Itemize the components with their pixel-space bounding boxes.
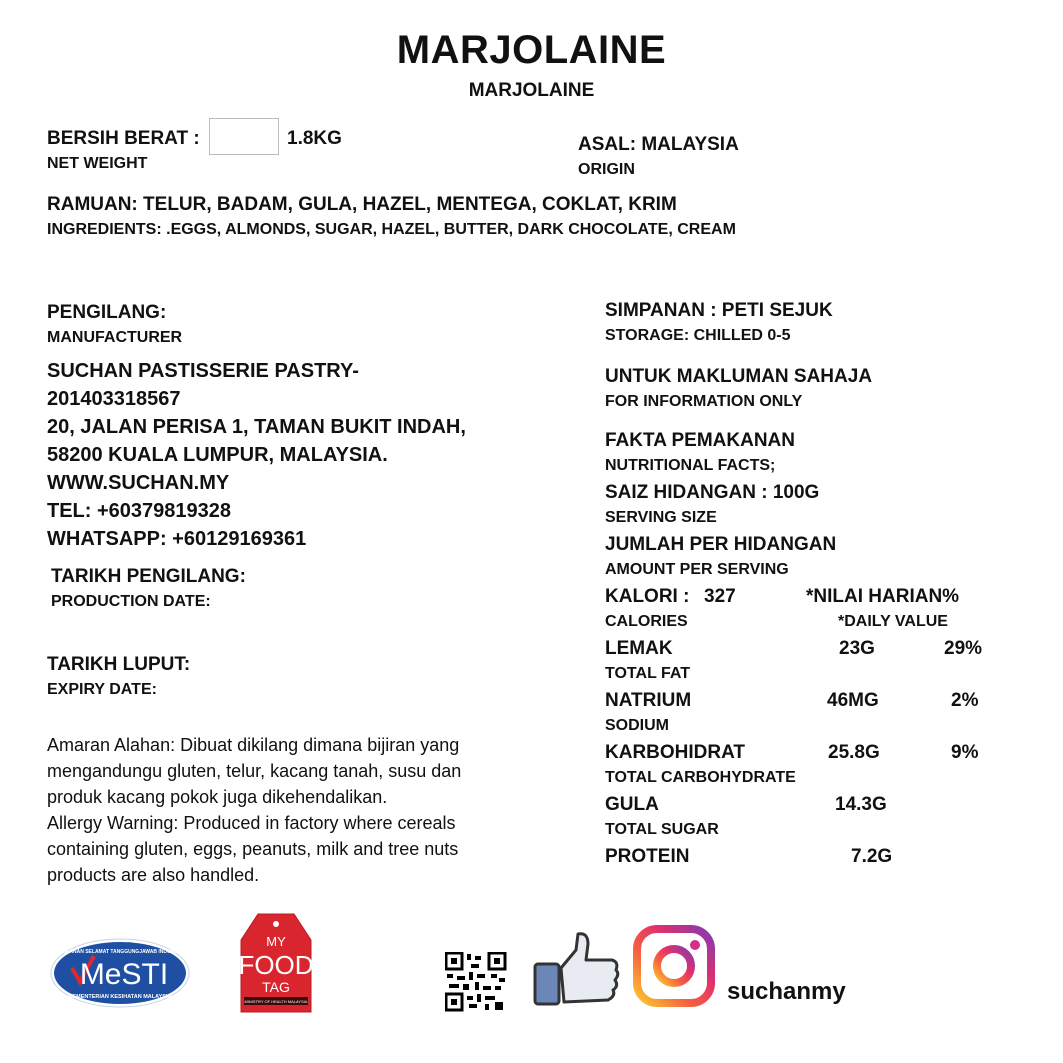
expiry-date-label-en: EXPIRY DATE:	[47, 681, 157, 698]
svg-text:TAG: TAG	[262, 979, 290, 995]
nutrient-name-en: SODIUM	[605, 717, 669, 734]
product-subtitle: MARJOLAINE	[468, 80, 595, 101]
svg-text:MY: MY	[266, 934, 286, 949]
nutrient-amount: 7.2G	[851, 846, 893, 867]
amount-per-serving-ms: JUMLAH PER HIDANGAN	[605, 534, 837, 555]
net-weight-value: 1.8KG	[287, 128, 342, 149]
nutrient-dv: 9%	[951, 742, 979, 763]
nutrient-name-en: TOTAL SUGAR	[605, 821, 719, 838]
info-only-en: FOR INFORMATION ONLY	[605, 393, 803, 410]
daily-value-label-ms: *NILAI HARIAN%	[806, 586, 960, 607]
expiry-date-label-ms: TARIKH LUPUT:	[47, 654, 191, 675]
calories-value: 327	[704, 586, 736, 607]
manufacturer-line: 58200 KUALA LUMPUR, MALAYSIA.	[47, 444, 388, 466]
nutrient-name-en: TOTAL CARBOHYDRATE	[605, 769, 796, 786]
allergy-warning	[47, 732, 517, 888]
manufacturer-line: SUCHAN PASTISSERIE PASTRY-	[47, 360, 359, 382]
product-title: MARJOLAINE	[396, 28, 667, 72]
nutrient-amount: 14.3G	[835, 794, 887, 815]
thumbs-up-icon	[532, 930, 622, 1013]
production-date-label-en: PRODUCTION DATE:	[51, 593, 211, 610]
net-weight-box	[209, 118, 279, 155]
svg-text:MINISTRY OF HEALTH MALAYSIA: MINISTRY OF HEALTH MALAYSIA	[244, 999, 308, 1004]
qr-code-icon	[445, 952, 507, 1017]
allergy-line: containing gluten, eggs, peanuts, milk and tree nuts	[47, 839, 459, 859]
calories-label-en: CALORIES	[605, 613, 688, 630]
nutrient-name-ms: GULA	[605, 794, 659, 815]
svg-text:FOOD: FOOD	[240, 950, 312, 980]
nutrient-name-ms: LEMAK	[605, 638, 673, 659]
nutrient-name-en: TOTAL FAT	[605, 665, 691, 682]
nutrient-amount: 25.8G	[828, 742, 880, 763]
nutrient-name-ms: PROTEIN	[605, 846, 690, 867]
nutrition-title-ms: FAKTA PEMAKANAN	[605, 430, 795, 451]
calories-label-ms: KALORI :	[605, 586, 690, 607]
allergy-line: products are also handled.	[47, 865, 260, 885]
daily-value-label-en: *DAILY VALUE	[838, 613, 948, 630]
origin-label-en: ORIGIN	[578, 161, 635, 178]
nutrient-name-ms: KARBOHIDRAT	[605, 742, 746, 763]
manufacturer-line: 201403318567	[47, 388, 181, 410]
mesti-logo-icon	[50, 938, 190, 1013]
nutrient-dv: 2%	[951, 690, 979, 711]
manufacturer-whatsapp: WHATSAPP: +60129169361	[47, 528, 307, 550]
manufacturer-label-en: MANUFACTURER	[47, 329, 183, 346]
manufacturer-line: 20, JALAN PERISA 1, TAMAN BUKIT INDAH,	[47, 416, 466, 438]
nutrition-title-en: NUTRITIONAL FACTS;	[605, 457, 776, 474]
allergy-line: Amaran Alahan: Dibuat dikilang dimana bijiran yang	[47, 735, 460, 755]
myfoodtag-logo-icon	[240, 912, 312, 1019]
instagram-handle: suchanmy	[727, 978, 846, 1005]
net-weight-label-en: NET WEIGHT	[47, 155, 148, 172]
production-date-label-ms: TARIKH PENGILANG:	[51, 566, 246, 587]
nutrient-name-ms: NATRIUM	[605, 690, 692, 711]
origin-label-ms: ASAL: MALAYSIA	[578, 134, 739, 155]
manufacturer-tel: TEL: +60379819328	[47, 500, 232, 522]
info-only-ms: UNTUK MAKLUMAN SAHAJA	[605, 366, 873, 387]
ingredients-ms: RAMUAN: TELUR, BADAM, GULA, HAZEL, MENTEGA, COKLAT, KRIM	[47, 194, 677, 215]
svg-text:KEMENTERIAN KESIHATAN MALAYSIA: KEMENTERIAN KESIHATAN MALAYSIA	[68, 994, 172, 1000]
instagram-icon	[633, 925, 715, 1012]
serving-size-ms: SAIZ HIDANGAN : 100G	[605, 482, 820, 503]
nutrient-amount: 46MG	[827, 690, 879, 711]
amount-per-serving-en: AMOUNT PER SERVING	[605, 561, 789, 578]
manufacturer-website: WWW.SUCHAN.MY	[47, 472, 230, 494]
storage-label-ms: SIMPANAN : PETI SEJUK	[605, 300, 833, 321]
storage-label-en: STORAGE: CHILLED 0-5	[605, 327, 791, 344]
allergy-line: produk kacang pokok juga dikehendalikan.	[47, 787, 388, 807]
ingredients-en: INGREDIENTS: .EGGS, ALMONDS, SUGAR, HAZEL, BUTTER, DARK CHOCOLATE, CREAM	[47, 221, 736, 238]
serving-size-en: SERVING SIZE	[605, 509, 717, 526]
allergy-line: Allergy Warning: Produced in factory where cereals	[47, 813, 456, 833]
svg-text:MAKANAN SELAMAT TANGGUNGJAWAB: MAKANAN SELAMAT TANGGUNGJAWAB INDUSTRI	[58, 949, 182, 955]
manufacturer-label-ms: PENGILANG:	[47, 302, 167, 323]
nutrient-amount: 23G	[839, 638, 875, 659]
nutrient-dv: 29%	[944, 638, 983, 659]
allergy-line: mengandungu gluten, telur, kacang tanah, susu dan	[47, 761, 462, 781]
net-weight-label-ms: BERSIH BERAT :	[47, 128, 200, 149]
svg-text:MeSTI: MeSTI	[79, 958, 169, 991]
